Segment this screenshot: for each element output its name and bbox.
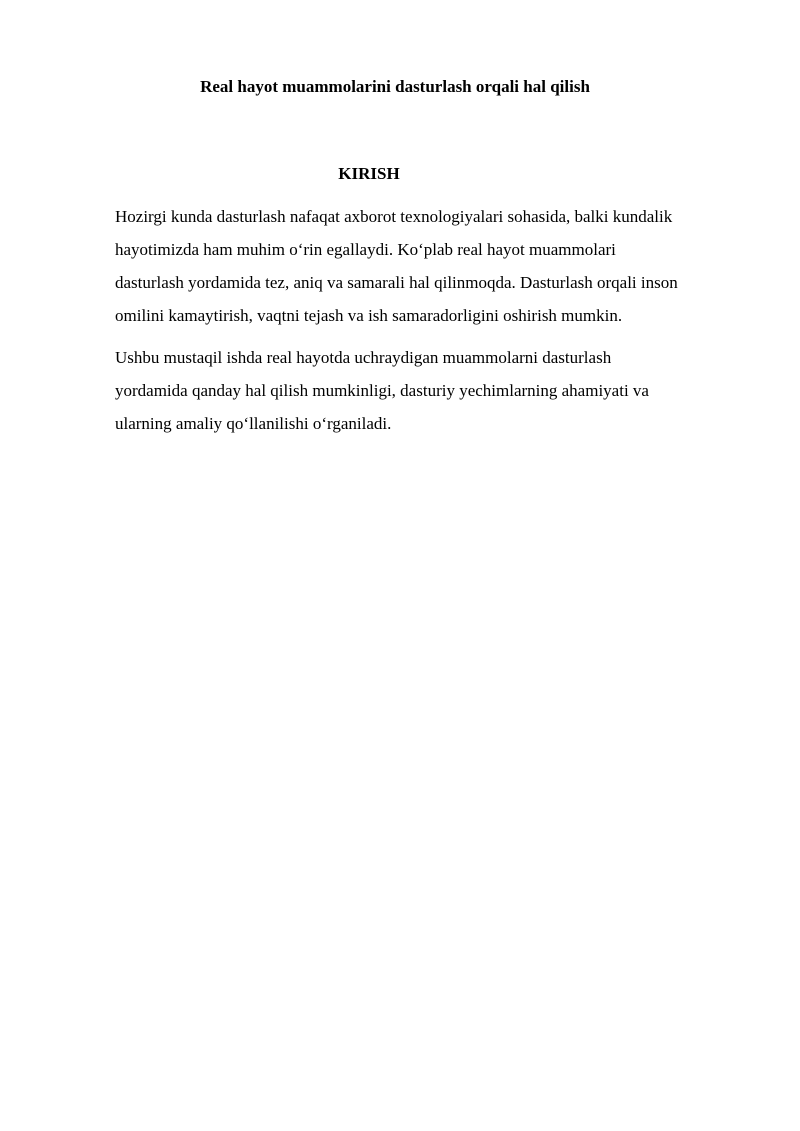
paragraph-line: hayotimizda ham muhim o‘rin egallaydi. Ko‘plab real hayot muammolari bbox=[115, 240, 616, 259]
paragraph-line: Ushbu mustaqil ishda real hayotda uchraydigan muammolarni dasturlash bbox=[115, 348, 612, 367]
paragraph-2 bbox=[115, 341, 745, 440]
paragraph-line: yordamida qanday hal qilish mumkinligi, dasturiy yechimlarning ahamiyati va bbox=[115, 381, 649, 400]
section-heading: KIRISH bbox=[338, 164, 400, 183]
paragraph-line: omilini kamaytirish, vaqtni tejash va ish samaradorligini oshirish mumkin. bbox=[115, 306, 623, 325]
paragraph-1 bbox=[115, 200, 745, 332]
document-title: Real hayot muammolarini dasturlash orqali hal qilish bbox=[200, 77, 590, 96]
paragraph-line: dasturlash yordamida tez, aniq va samarali hal qilinmoqda. Dasturlash orqali inson bbox=[115, 273, 678, 292]
paragraph-line: ularning amaliy qo‘llanilishi o‘rganiladi. bbox=[115, 414, 392, 433]
paragraph-line: Hozirgi kunda dasturlash nafaqat axborot texnologiyalari sohasida, balki kundalik bbox=[115, 207, 673, 226]
